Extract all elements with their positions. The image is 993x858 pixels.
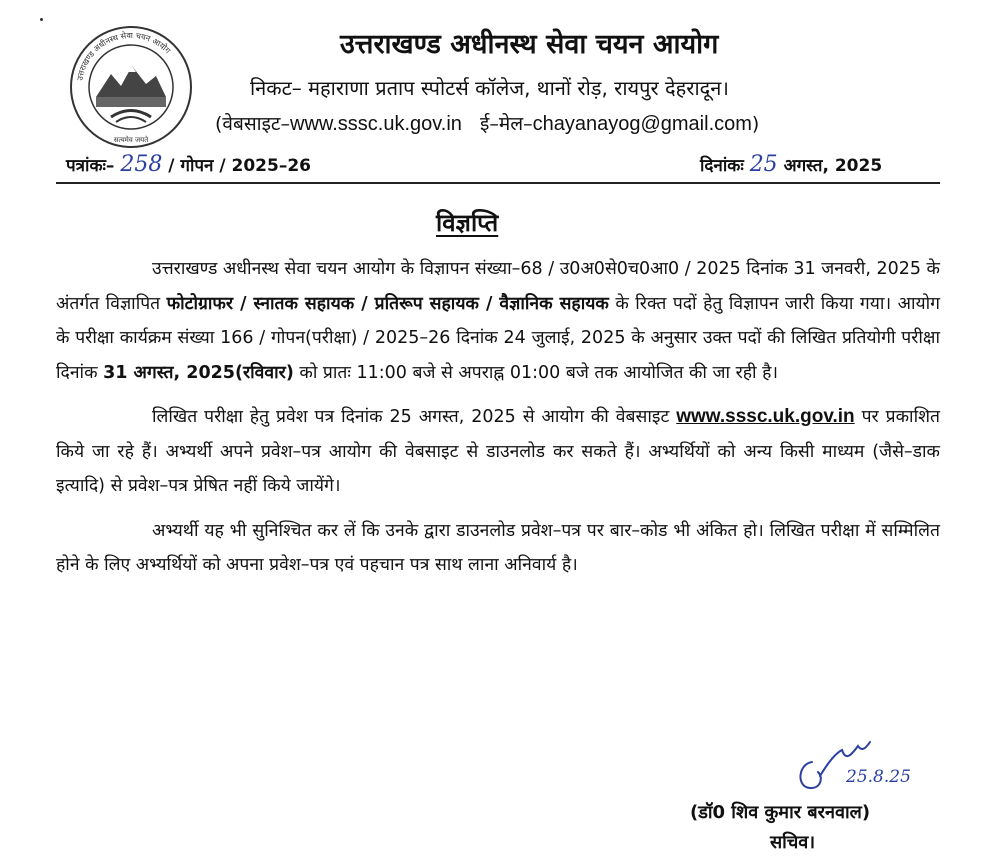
paragraph-1: उत्तराखण्ड अधीनस्थ सेवा चयन आयोग के विज्ञापन संख्या–68 / उ0अ0से0च0आ0 / 2025 दिनांक 31 जनवरी, 2025 के अंतर्गत विज्ञापित फोटोग्राफर / स्नातक सहायक / प्रतिरूप सहायक / वैज्ञानिक सहायक के रिक्त पदों हेतु विज्ञापन जारी किया गया। आयोग के परीक्षा कार्यक्रम संख्या 166 / गोपन(परीक्षा) / 2025–26 दिनांक 24 जुलाई, 2025 के अनुसार उक्त पदों की लिखित प्रतियोगी परीक्षा दिनांक 31 अगस्त, 2025(रविवार) को प्रातः 11:00 बजे से अपराह्न 01:00 बजे तक आयोजित की जा रही है।: [56, 259, 941, 383]
date-handwritten-day: 25: [749, 152, 778, 177]
signature-date: 25.8.25: [846, 767, 911, 787]
reference-label: पत्रांकः–: [66, 156, 115, 176]
svg-text:सत्यमेव जयते: सत्यमेव जयते: [113, 136, 149, 144]
signer-designation: सचिव।: [770, 832, 816, 853]
scan-speck: [40, 18, 43, 21]
handwritten-signature: [790, 732, 940, 802]
contact-close: ): [751, 113, 760, 135]
date-rest: अगस्त, 2025: [783, 156, 883, 176]
signer-name: (डॉ0 शिव कुमार बरनवाल): [690, 802, 871, 823]
notice-title: विज्ञप्ति: [436, 209, 499, 237]
body-website-link[interactable]: www.sssc.uk.gov.in: [676, 406, 855, 427]
paragraph-3: अभ्यर्थी यह भी सुनिश्चित कर लें कि उनके द्वारा डाउनलोड प्रवेश–पत्र पर बार–कोड भी अंकित हो। लिखित परीक्षा में सम्मिलित होने के लिए अभ्यर्थियों को अपना प्रवेश–पत्र एवं पहचान पत्र साथ लाना अनिवार्य है।: [56, 520, 940, 575]
paragraph-2: लिखित परीक्षा हेतु प्रवेश पत्र दिनांक 25 अगस्त, 2025 से आयोग की वेबसाइट www.sssc.uk.gov.in पर प्रकाशित किये जा रहे हैं। अभ्यर्थी अपने प्रवेश–पत्र आयोग की वेबसाइट से डाउनलोड कर सकते हैं। अभ्यर्थियों को अन्य किसी माध्यम (जैसे–डाक इत्यादि) से प्रवेश–पत्र प्रेषित नहीं किये जायेंगे।: [56, 406, 940, 496]
svg-text:उत्तराखण्ड अधीनस्थ सेवा चयन आय: उत्तराखण्ड अधीनस्थ सेवा चयन आयोग: [75, 30, 173, 82]
email-link[interactable]: chayanayog@gmail.com: [532, 113, 752, 135]
header-divider: [56, 182, 940, 184]
contact-line: [215, 110, 759, 136]
website-link[interactable]: www.sssc.uk.gov.in: [290, 113, 462, 135]
website-prefix: (वेबसाइट–: [215, 113, 290, 135]
reference-number: [66, 152, 311, 177]
notice-body: [56, 252, 940, 593]
commission-emblem: [66, 22, 196, 152]
date-label: दिनांकः: [700, 156, 744, 176]
organization-address: निकट– महाराणा प्रताप स्पोटर्स कॉलेज, थानों रोड़, रायपुर देहरादून।: [250, 76, 729, 100]
posts-list: फोटोग्राफर / स्नातक सहायक / प्रतिरूप सहायक / वैज्ञानिक सहायक: [166, 293, 609, 314]
exam-date: 31 अगस्त, 2025(रविवार): [103, 362, 294, 383]
notice-date: [700, 152, 882, 177]
reference-handwritten-number: 258: [120, 152, 163, 177]
organization-name: उत्तराखण्ड अधीनस्थ सेवा चयन आयोग: [340, 29, 719, 60]
reference-suffix: / गोपन / 2025–26: [168, 156, 311, 176]
email-prefix: ई–मेल–: [480, 113, 533, 135]
